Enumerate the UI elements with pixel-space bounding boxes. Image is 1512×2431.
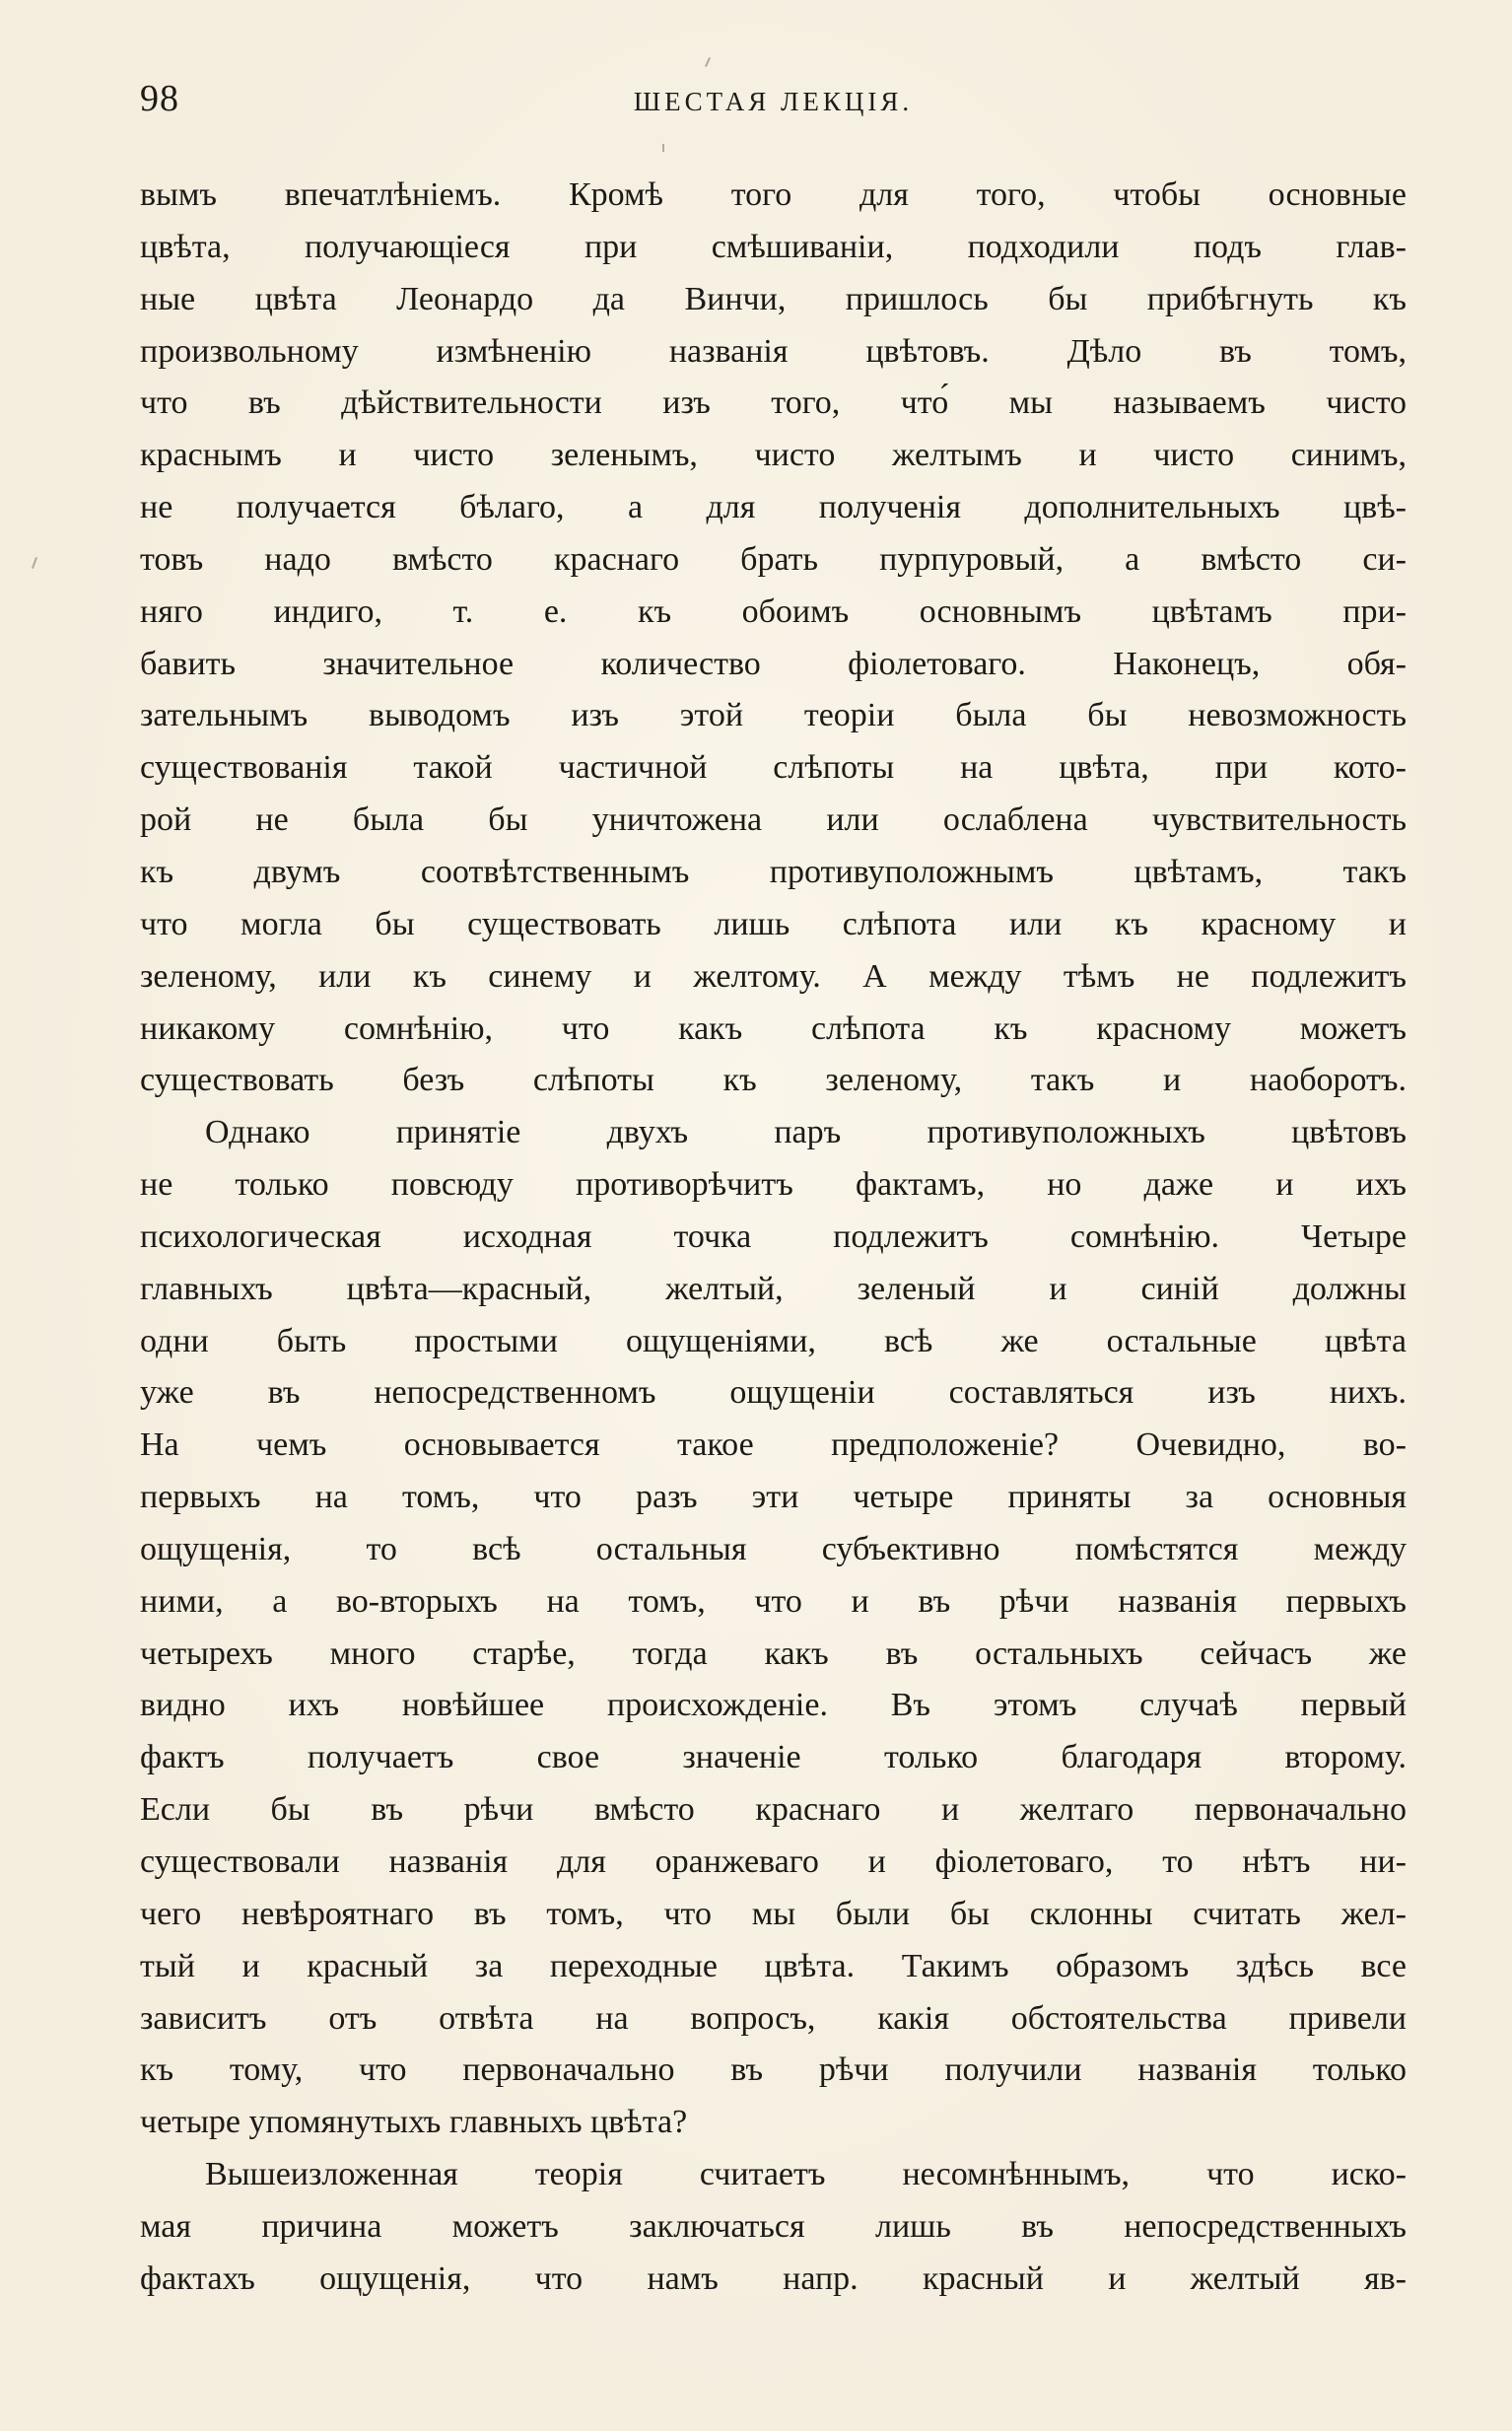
text-line: уже въ непосредственномъ ощущеніи составляться изъ нихъ.	[140, 1374, 1407, 1412]
text-line: четыре упомянутыхъ главныхъ цвѣта?	[140, 2104, 688, 2141]
text-line: На чемъ основывается такое предположеніе? Очевидно, во-	[140, 1426, 1407, 1464]
text-line: товъ надо вмѣсто краснаго брать пурпуровый, а вмѣсто си-	[140, 540, 1407, 578]
text-line: къ двумъ соотвѣтственнымъ противуположнымъ цвѣтамъ, такъ	[140, 853, 1407, 890]
page-number: 98	[140, 78, 179, 119]
text-line: Однако принятіе двухъ паръ противуположныхъ цвѣтовъ	[205, 1114, 1407, 1151]
text-line: существовали названія для оранжеваго и фіолетоваго, то нѣтъ ни-	[140, 1843, 1407, 1880]
page-header	[140, 77, 1407, 126]
text-line: одни быть простыми ощущеніями, всѣ же остальные цвѣта	[140, 1322, 1407, 1359]
text-line: къ тому, что первоначально въ рѣчи получили названія только	[140, 2051, 1407, 2089]
text-line: рой не была бы уничтожена или ослаблена чувствительность	[140, 801, 1407, 839]
print-speck	[662, 144, 664, 152]
text-line: вымъ впечатлѣніемъ. Кромѣ того для того, чтобы основные	[140, 176, 1407, 213]
text-line: существованія такой частичной слѣпоты на цвѣта, при кото-	[140, 749, 1407, 787]
text-line: цвѣта, получающіеся при смѣшиваніи, подходили подъ глав-	[140, 228, 1407, 265]
text-line: краснымъ и чисто зеленымъ, чисто желтымъ и чисто синимъ,	[140, 437, 1407, 474]
text-line: первыхъ на томъ, что разъ эти четыре приняты за основныя	[140, 1479, 1407, 1516]
text-line: фактахъ ощущенія, что намъ напр. красный и желтый яв-	[140, 2259, 1407, 2297]
text-line: чего невѣроятнаго въ томъ, что мы были бы склонны считать жел-	[140, 1895, 1407, 1932]
text-line: тый и красный за переходные цвѣта. Такимъ образомъ здѣсь все	[140, 1947, 1407, 1984]
text-line: произвольному измѣненію названія цвѣтовъ. Дѣло въ томъ,	[140, 332, 1407, 370]
body-text	[140, 170, 1407, 2306]
text-line: никакому сомнѣнію, что какъ слѣпота къ красному можетъ	[140, 1009, 1407, 1047]
print-speck	[705, 57, 711, 67]
text-line: зеленому, или къ синему и желтому. А между тѣмъ не подлежитъ	[140, 957, 1407, 995]
text-line: зависитъ отъ отвѣта на вопросъ, какія обстоятельства привели	[140, 1999, 1407, 2037]
text-line: ные цвѣта Леонардо да Винчи, пришлось бы прибѣгнуть къ	[140, 280, 1407, 317]
text-line: фактъ получаетъ свое значеніе только благодаря второму.	[140, 1739, 1407, 1776]
text-line: не только повсюду противорѣчитъ фактамъ, но даже и ихъ	[140, 1166, 1407, 1204]
text-line: что могла бы существовать лишь слѣпота или къ красному и	[140, 905, 1407, 942]
text-line: Если бы въ рѣчи вмѣсто краснаго и желтаго первоначально	[140, 1791, 1407, 1829]
text-line: существовать безъ слѣпоты къ зеленому, такъ и наоборотъ.	[140, 1062, 1407, 1099]
text-line: что въ дѣйствительности изъ того, что́ мы называемъ чисто	[140, 384, 1407, 422]
text-line: главныхъ цвѣта—красный, желтый, зеленый и синій должны	[140, 1270, 1407, 1307]
text-line: Вышеизложенная теорія считаетъ несомнѣннымъ, что иско-	[205, 2156, 1407, 2193]
text-line: ощущенія, то всѣ остальныя субъективно помѣстятся между	[140, 1530, 1407, 1567]
text-line: мая причина можетъ заключаться лишь въ непосредственныхъ	[140, 2207, 1407, 2245]
text-line: четырехъ много старѣе, тогда какъ въ остальныхъ сейчасъ же	[140, 1634, 1407, 1672]
text-line: ними, а во-вторыхъ на томъ, что и въ рѣчи названія первыхъ	[140, 1582, 1407, 1620]
text-line: зательнымъ выводомъ изъ этой теоріи была бы невозможность	[140, 697, 1407, 734]
text-line: психологическая исходная точка подлежитъ сомнѣнію. Четыре	[140, 1217, 1407, 1255]
text-line: няго индиго, т. е. къ обоимъ основнымъ цвѣтамъ при-	[140, 592, 1407, 630]
text-line: бавить значительное количество фіолетоваго. Наконецъ, обя-	[140, 645, 1407, 682]
text-line: видно ихъ новѣйшее происхожденіе. Въ этомъ случаѣ первый	[140, 1687, 1407, 1724]
print-speck	[32, 557, 37, 569]
text-line: не получается бѣлаго, а для полученія дополнительныхъ цвѣ-	[140, 489, 1407, 526]
running-title: ШЕСТАЯ ЛЕКЦІЯ.	[633, 87, 914, 116]
